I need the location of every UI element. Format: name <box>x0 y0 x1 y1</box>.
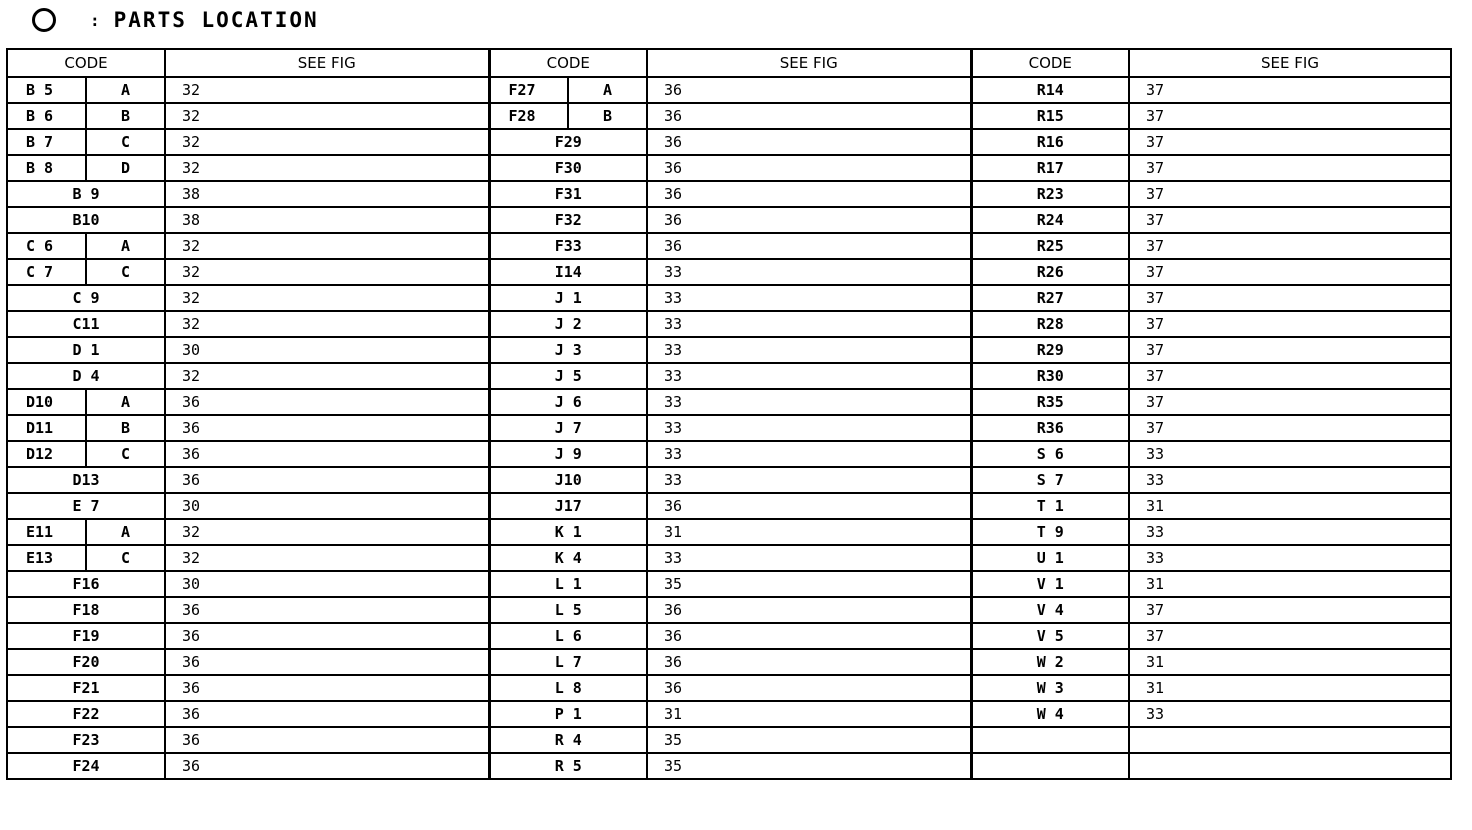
see-fig-value: 36 <box>165 597 489 623</box>
part-code: J 9 <box>489 441 647 467</box>
part-code: F32 <box>489 207 647 233</box>
part-code: K 1 <box>489 519 647 545</box>
see-fig-value: 33 <box>647 285 971 311</box>
part-code: D13 <box>7 467 165 493</box>
part-code: B 5 <box>7 77 86 103</box>
part-code: J 6 <box>489 389 647 415</box>
see-fig-value: 32 <box>165 77 489 103</box>
see-fig-value: 32 <box>165 363 489 389</box>
see-fig-value: 36 <box>647 103 971 129</box>
parts-location-table <box>6 48 1452 780</box>
part-code: D 4 <box>7 363 165 389</box>
see-fig-value: 36 <box>647 649 971 675</box>
table-row <box>7 545 1451 571</box>
see-fig-value: 38 <box>165 207 489 233</box>
part-code: R30 <box>971 363 1129 389</box>
see-fig-value: 36 <box>165 623 489 649</box>
table-row <box>7 129 1451 155</box>
see-fig-value: 32 <box>165 285 489 311</box>
part-code: R14 <box>971 77 1129 103</box>
see-fig-value: 37 <box>1129 389 1451 415</box>
see-fig-value: 37 <box>1129 129 1451 155</box>
see-fig-value: 37 <box>1129 103 1451 129</box>
part-code-suffix: A <box>86 389 165 415</box>
see-fig-value: 36 <box>165 753 489 779</box>
part-code: B 7 <box>7 129 86 155</box>
part-code: U 1 <box>971 545 1129 571</box>
part-code: C 7 <box>7 259 86 285</box>
see-fig-value: 32 <box>165 259 489 285</box>
part-code: R29 <box>971 337 1129 363</box>
part-code: J 5 <box>489 363 647 389</box>
see-fig-value: 37 <box>1129 337 1451 363</box>
see-fig-value: 37 <box>1129 623 1451 649</box>
see-fig-value: 37 <box>1129 77 1451 103</box>
part-code: T 1 <box>971 493 1129 519</box>
see-fig-value: 37 <box>1129 311 1451 337</box>
see-fig-value: 37 <box>1129 233 1451 259</box>
part-code <box>971 727 1129 753</box>
see-fig-value: 35 <box>647 753 971 779</box>
part-code: F30 <box>489 155 647 181</box>
see-fig-value: 36 <box>647 155 971 181</box>
table-row <box>7 727 1451 753</box>
see-fig-value <box>1129 727 1451 753</box>
code-header: CODE <box>7 49 165 77</box>
see-fig-value: 37 <box>1129 207 1451 233</box>
part-code: J 7 <box>489 415 647 441</box>
part-code: D11 <box>7 415 86 441</box>
part-code: R25 <box>971 233 1129 259</box>
see-fig-value: 33 <box>1129 519 1451 545</box>
see-fig-header: SEE FIG <box>1129 49 1451 77</box>
part-code: B 9 <box>7 181 165 207</box>
table-row <box>7 571 1451 597</box>
part-code: V 4 <box>971 597 1129 623</box>
part-code <box>971 753 1129 779</box>
see-fig-value: 35 <box>647 571 971 597</box>
part-code-suffix: B <box>86 415 165 441</box>
see-fig-value: 31 <box>1129 649 1451 675</box>
part-code: B 8 <box>7 155 86 181</box>
see-fig-value: 36 <box>165 467 489 493</box>
see-fig-value: 36 <box>165 441 489 467</box>
see-fig-value: 32 <box>165 545 489 571</box>
see-fig-value <box>1129 753 1451 779</box>
part-code-suffix: A <box>86 519 165 545</box>
table-row <box>7 311 1451 337</box>
part-code-suffix: A <box>86 233 165 259</box>
see-fig-value: 32 <box>165 129 489 155</box>
part-code-suffix: C <box>86 259 165 285</box>
code-header: CODE <box>489 49 647 77</box>
see-fig-value: 32 <box>165 519 489 545</box>
see-fig-value: 30 <box>165 571 489 597</box>
part-code: C11 <box>7 311 165 337</box>
see-fig-value: 31 <box>1129 675 1451 701</box>
part-code: P 1 <box>489 701 647 727</box>
part-code: S 7 <box>971 467 1129 493</box>
header-row <box>7 49 1451 77</box>
part-code: R16 <box>971 129 1129 155</box>
see-fig-value: 37 <box>1129 155 1451 181</box>
see-fig-value: 32 <box>165 233 489 259</box>
see-fig-header: SEE FIG <box>647 49 971 77</box>
part-code: F33 <box>489 233 647 259</box>
part-code: D 1 <box>7 337 165 363</box>
see-fig-value: 36 <box>165 701 489 727</box>
table-row <box>7 337 1451 363</box>
part-code: I14 <box>489 259 647 285</box>
table-row <box>7 597 1451 623</box>
part-code-suffix: B <box>86 103 165 129</box>
part-code: C 9 <box>7 285 165 311</box>
part-code: R17 <box>971 155 1129 181</box>
part-code-suffix: A <box>568 77 647 103</box>
table-row <box>7 233 1451 259</box>
see-fig-value: 36 <box>165 727 489 753</box>
see-fig-value: 31 <box>1129 493 1451 519</box>
part-code: F16 <box>7 571 165 597</box>
part-code: F22 <box>7 701 165 727</box>
part-code: S 6 <box>971 441 1129 467</box>
see-fig-value: 37 <box>1129 285 1451 311</box>
page-header <box>30 2 319 38</box>
table-row <box>7 675 1451 701</box>
part-code: F24 <box>7 753 165 779</box>
see-fig-value: 31 <box>647 519 971 545</box>
table-row <box>7 77 1451 103</box>
table-row <box>7 753 1451 779</box>
part-code: L 5 <box>489 597 647 623</box>
part-code: F20 <box>7 649 165 675</box>
see-fig-value: 33 <box>1129 701 1451 727</box>
part-code: E 7 <box>7 493 165 519</box>
part-code: F19 <box>7 623 165 649</box>
table-row <box>7 441 1451 467</box>
table-row <box>7 623 1451 649</box>
part-code: F21 <box>7 675 165 701</box>
see-fig-value: 30 <box>165 337 489 363</box>
part-code: E13 <box>7 545 86 571</box>
table-row <box>7 259 1451 285</box>
part-code: R 4 <box>489 727 647 753</box>
table-row <box>7 389 1451 415</box>
part-code: R35 <box>971 389 1129 415</box>
see-fig-value: 37 <box>1129 415 1451 441</box>
part-code: L 6 <box>489 623 647 649</box>
part-code: V 1 <box>971 571 1129 597</box>
see-fig-value: 33 <box>647 311 971 337</box>
see-fig-value: 36 <box>647 233 971 259</box>
code-header: CODE <box>971 49 1129 77</box>
see-fig-value: 36 <box>647 675 971 701</box>
see-fig-header: SEE FIG <box>165 49 489 77</box>
see-fig-value: 36 <box>165 389 489 415</box>
part-code: R15 <box>971 103 1129 129</box>
see-fig-value: 31 <box>1129 571 1451 597</box>
part-code: K 4 <box>489 545 647 571</box>
table-row <box>7 181 1451 207</box>
part-code: L 1 <box>489 571 647 597</box>
part-code: L 8 <box>489 675 647 701</box>
page-title: PARTS LOCATION <box>113 8 319 32</box>
part-code: J17 <box>489 493 647 519</box>
table-row <box>7 155 1451 181</box>
see-fig-value: 36 <box>165 649 489 675</box>
part-code: C 6 <box>7 233 86 259</box>
part-code: J 3 <box>489 337 647 363</box>
see-fig-value: 33 <box>647 363 971 389</box>
see-fig-value: 37 <box>1129 259 1451 285</box>
see-fig-value: 33 <box>647 545 971 571</box>
part-code-suffix: C <box>86 545 165 571</box>
part-code: D10 <box>7 389 86 415</box>
part-code: L 7 <box>489 649 647 675</box>
part-code: B10 <box>7 207 165 233</box>
part-code: T 9 <box>971 519 1129 545</box>
table-row <box>7 701 1451 727</box>
part-code: R23 <box>971 181 1129 207</box>
see-fig-value: 32 <box>165 103 489 129</box>
part-code: J10 <box>489 467 647 493</box>
part-code: D12 <box>7 441 86 467</box>
part-code-suffix: C <box>86 129 165 155</box>
table-row <box>7 467 1451 493</box>
see-fig-value: 33 <box>647 259 971 285</box>
part-code-suffix: B <box>568 103 647 129</box>
see-fig-value: 36 <box>647 623 971 649</box>
see-fig-value: 35 <box>647 727 971 753</box>
see-fig-value: 37 <box>1129 181 1451 207</box>
part-code: W 4 <box>971 701 1129 727</box>
see-fig-value: 32 <box>165 311 489 337</box>
see-fig-value: 37 <box>1129 363 1451 389</box>
see-fig-value: 36 <box>647 181 971 207</box>
see-fig-value: 33 <box>647 415 971 441</box>
see-fig-value: 33 <box>647 467 971 493</box>
part-code: B 6 <box>7 103 86 129</box>
table-row <box>7 649 1451 675</box>
see-fig-value: 33 <box>647 441 971 467</box>
part-code: V 5 <box>971 623 1129 649</box>
see-fig-value: 33 <box>647 337 971 363</box>
table-row <box>7 415 1451 441</box>
part-code: F31 <box>489 181 647 207</box>
see-fig-value: 36 <box>165 675 489 701</box>
part-code: W 2 <box>971 649 1129 675</box>
see-fig-value: 36 <box>165 415 489 441</box>
table-row <box>7 285 1451 311</box>
part-code: F23 <box>7 727 165 753</box>
table-row <box>7 493 1451 519</box>
see-fig-value: 33 <box>1129 545 1451 571</box>
part-code: F28 <box>489 103 568 129</box>
part-code-suffix: C <box>86 441 165 467</box>
see-fig-value: 36 <box>647 77 971 103</box>
table-row <box>7 519 1451 545</box>
part-code: J 2 <box>489 311 647 337</box>
part-code: R36 <box>971 415 1129 441</box>
part-code: W 3 <box>971 675 1129 701</box>
table-row <box>7 103 1451 129</box>
part-code: F18 <box>7 597 165 623</box>
see-fig-value: 33 <box>1129 441 1451 467</box>
see-fig-value: 37 <box>1129 597 1451 623</box>
see-fig-value: 36 <box>647 129 971 155</box>
see-fig-value: 36 <box>647 597 971 623</box>
table-row <box>7 207 1451 233</box>
table-row <box>7 363 1451 389</box>
circle-icon <box>32 8 56 32</box>
part-code: R 5 <box>489 753 647 779</box>
see-fig-value: 33 <box>1129 467 1451 493</box>
part-code: R27 <box>971 285 1129 311</box>
part-code: R24 <box>971 207 1129 233</box>
part-code: J 1 <box>489 285 647 311</box>
part-code: R28 <box>971 311 1129 337</box>
see-fig-value: 36 <box>647 493 971 519</box>
see-fig-value: 33 <box>647 389 971 415</box>
see-fig-value: 30 <box>165 493 489 519</box>
see-fig-value: 38 <box>165 181 489 207</box>
see-fig-value: 32 <box>165 155 489 181</box>
part-code: E11 <box>7 519 86 545</box>
part-code: F29 <box>489 129 647 155</box>
see-fig-value: 36 <box>647 207 971 233</box>
part-code: R26 <box>971 259 1129 285</box>
part-code-suffix: D <box>86 155 165 181</box>
part-code: F27 <box>489 77 568 103</box>
part-code-suffix: A <box>86 77 165 103</box>
see-fig-value: 31 <box>647 701 971 727</box>
header-colon: : <box>90 10 100 30</box>
